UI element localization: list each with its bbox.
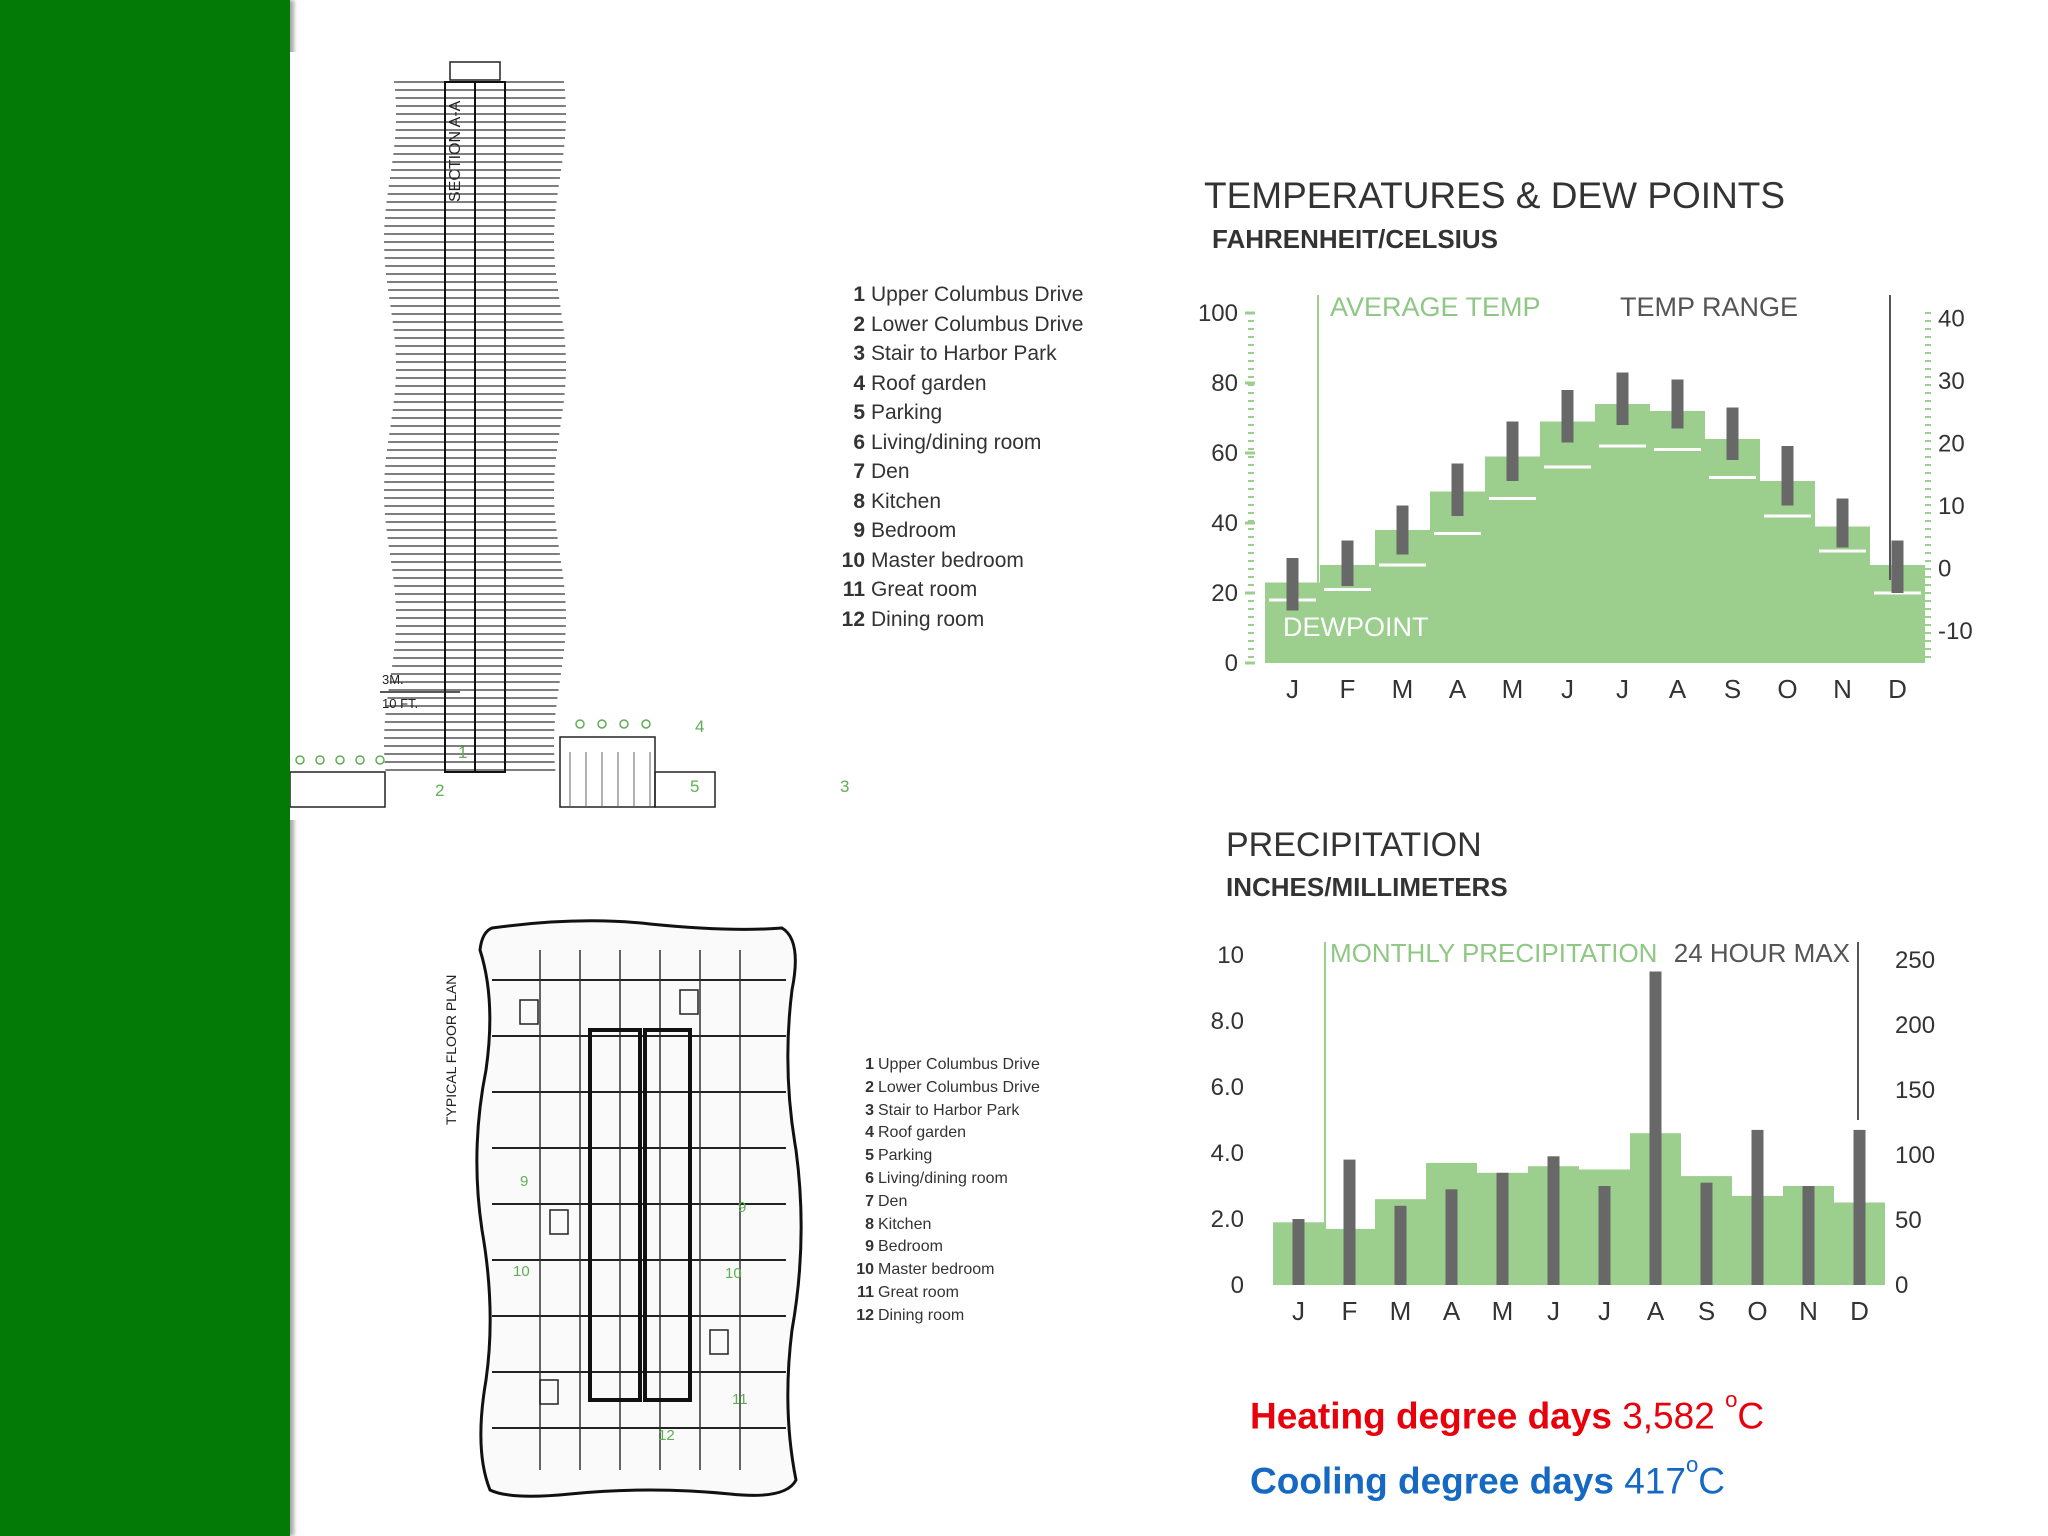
precip-y2-tick-label: 50 bbox=[1895, 1207, 1922, 1234]
room-label-10-left: 10 bbox=[513, 1263, 530, 1280]
plan-legend-item bbox=[852, 1282, 1040, 1305]
plan-legend-number: 6 bbox=[865, 1169, 874, 1187]
podium-parking bbox=[560, 737, 655, 807]
avg-temp-bar bbox=[1540, 422, 1595, 664]
avg-temp-bar bbox=[1705, 439, 1760, 663]
lower-deck bbox=[290, 772, 385, 807]
section-legend-item bbox=[835, 310, 1083, 340]
plan-legend-number: 7 bbox=[865, 1192, 874, 1210]
floor-plan-legend bbox=[852, 1054, 1040, 1328]
cooling-degree-days bbox=[1250, 1441, 1764, 1506]
section-legend-label: Den bbox=[871, 460, 910, 483]
callout-2: 2 bbox=[435, 781, 445, 800]
section-drawing-panel bbox=[290, 52, 880, 820]
temp-chart-title: TEMPERATURES & DEW POINTS bbox=[1204, 175, 1786, 216]
temp-y2-tick-label: 40 bbox=[1938, 305, 1965, 333]
plan-legend-item bbox=[852, 1191, 1040, 1214]
temp-y-tick-label: 60 bbox=[1211, 440, 1238, 467]
podium-stair bbox=[655, 772, 715, 807]
plan-legend-number: 11 bbox=[857, 1283, 874, 1301]
precip-y-tick-label: 4.0 bbox=[1210, 1140, 1244, 1167]
plan-legend-item bbox=[852, 1259, 1040, 1282]
plan-legend-label: Lower Columbus Drive bbox=[878, 1078, 1040, 1096]
building-section-drawing bbox=[290, 52, 880, 820]
section-legend-label: Great room bbox=[871, 578, 978, 601]
temp-x-tick-label: M bbox=[1501, 674, 1524, 704]
plan-legend-item bbox=[852, 1236, 1040, 1259]
heating-label: Heating degree days bbox=[1250, 1395, 1612, 1437]
precip-chart-subtitle: INCHES/MILLIMETERS bbox=[1226, 872, 1508, 902]
plan-legend-item bbox=[852, 1054, 1040, 1077]
max-24h-bar bbox=[1650, 972, 1662, 1286]
plan-legend-number: 12 bbox=[856, 1306, 874, 1324]
temp-x-tick-label: D bbox=[1888, 674, 1907, 704]
temp-y2-tick-label: 0 bbox=[1938, 555, 1952, 583]
section-legend-item bbox=[835, 516, 1083, 546]
precip-x-tick-label: A bbox=[1442, 1296, 1461, 1326]
precip-x-tick-label: N bbox=[1799, 1296, 1818, 1326]
section-legend-label: Stair to Harbor Park bbox=[871, 342, 1057, 365]
avg-temp-bar bbox=[1430, 492, 1485, 664]
section-legend-number: 4 bbox=[853, 371, 865, 395]
degree-days-summary bbox=[1250, 1376, 1764, 1505]
tree-symbol bbox=[316, 756, 324, 764]
max-24h-bar bbox=[1599, 1186, 1611, 1285]
precip-x-tick-label: J bbox=[1598, 1296, 1611, 1326]
section-legend bbox=[835, 280, 1083, 634]
max-24h-bar bbox=[1752, 1130, 1764, 1285]
temp-y-tick-label: 0 bbox=[1224, 650, 1238, 677]
tree-symbol bbox=[296, 756, 304, 764]
section-legend-item bbox=[835, 457, 1083, 487]
room-label-11: 11 bbox=[732, 1391, 748, 1408]
max-24h-bar bbox=[1497, 1173, 1509, 1285]
precip-y2-tick-label: 200 bbox=[1895, 1012, 1936, 1039]
section-legend-number: 6 bbox=[853, 430, 865, 454]
section-legend-item bbox=[835, 487, 1083, 517]
plan-legend-number: 4 bbox=[865, 1124, 874, 1142]
plan-legend-label: Den bbox=[878, 1192, 908, 1210]
cooling-unit: C bbox=[1698, 1460, 1726, 1502]
section-legend-item bbox=[835, 546, 1083, 576]
tree-symbol bbox=[356, 756, 364, 764]
section-legend-number: 3 bbox=[853, 342, 865, 365]
tree-symbol bbox=[576, 720, 584, 728]
temp-range-bar bbox=[1287, 558, 1299, 611]
max-24h-bar bbox=[1701, 1183, 1713, 1285]
plan-legend-item bbox=[852, 1145, 1040, 1168]
temp-x-tick-label: J bbox=[1561, 674, 1574, 704]
section-legend-number: 1 bbox=[853, 283, 865, 306]
temp-range-bar bbox=[1342, 541, 1354, 587]
section-legend-number: 8 bbox=[853, 489, 865, 513]
temp-range-bar bbox=[1397, 506, 1409, 555]
precip-chart-title: PRECIPITATION bbox=[1226, 826, 1482, 864]
temp-x-tick-label: A bbox=[1448, 674, 1467, 704]
callout-1: 1 bbox=[458, 743, 468, 762]
temp-range-bar bbox=[1782, 446, 1794, 506]
temp-x-tick-label: J bbox=[1616, 674, 1629, 704]
callout-5: 5 bbox=[690, 777, 700, 796]
precip-x-tick-label: D bbox=[1850, 1296, 1869, 1326]
precip-y-tick-label: 2.0 bbox=[1210, 1206, 1244, 1233]
temp-y-tick-label: 100 bbox=[1197, 300, 1238, 327]
podium-section bbox=[290, 720, 715, 807]
tree-symbol bbox=[598, 720, 606, 728]
precip-y-tick-label: 10 bbox=[1217, 942, 1244, 969]
cooling-label: Cooling degree days bbox=[1250, 1460, 1614, 1502]
tree-symbol bbox=[642, 720, 650, 728]
plan-legend-label: Parking bbox=[878, 1147, 933, 1165]
max-24h-bar bbox=[1395, 1206, 1407, 1285]
section-legend-label: Roof garden bbox=[871, 371, 987, 395]
green-sidebar bbox=[0, 0, 290, 1536]
section-legend-number: 5 bbox=[853, 401, 865, 424]
section-legend-label: Living/dining room bbox=[871, 430, 1042, 454]
max-24h-bar bbox=[1344, 1160, 1356, 1285]
tower-crown bbox=[450, 62, 500, 80]
temp-x-tick-label: J bbox=[1286, 674, 1299, 704]
section-legend-label: Bedroom bbox=[871, 519, 957, 542]
section-legend-number: 10 bbox=[841, 548, 865, 572]
precip-x-tick-label: O bbox=[1747, 1296, 1768, 1326]
avg-temp-bar bbox=[1595, 404, 1650, 663]
temp-range-bar bbox=[1617, 373, 1629, 426]
plan-legend-number: 3 bbox=[865, 1101, 874, 1119]
plan-legend-item bbox=[852, 1077, 1040, 1100]
temp-range-label: TEMP RANGE bbox=[1619, 292, 1798, 322]
precip-x-tick-label: M bbox=[1389, 1296, 1412, 1326]
temp-y2-tick-label: 30 bbox=[1938, 368, 1965, 395]
temperature-chart bbox=[1190, 160, 1990, 720]
section-legend-item bbox=[835, 605, 1083, 635]
temp-x-tick-label: N bbox=[1833, 674, 1852, 704]
precip-x-tick-label: J bbox=[1547, 1296, 1560, 1326]
plan-legend-number: 2 bbox=[865, 1078, 874, 1096]
plan-legend-number: 1 bbox=[865, 1056, 874, 1073]
max-24h-bar bbox=[1854, 1130, 1866, 1285]
callout-4: 4 bbox=[695, 717, 705, 736]
plan-legend-number: 5 bbox=[865, 1147, 874, 1165]
tree-symbol bbox=[336, 756, 344, 764]
heating-degree-days bbox=[1250, 1376, 1764, 1441]
section-legend-item bbox=[835, 428, 1083, 458]
max-24h-bar bbox=[1803, 1186, 1815, 1285]
precipitation-chart bbox=[1200, 820, 2000, 1340]
section-legend-item bbox=[835, 398, 1083, 428]
temp-y2-tick-label: 10 bbox=[1938, 493, 1965, 520]
temp-y-tick-label: 20 bbox=[1211, 580, 1238, 607]
max-24h-label: 24 HOUR MAX bbox=[1673, 938, 1850, 968]
temp-chart-subtitle: FAHRENHEIT/CELSIUS bbox=[1212, 224, 1499, 254]
temp-average-label: AVERAGE TEMP bbox=[1330, 292, 1541, 322]
temp-range-bar bbox=[1672, 380, 1684, 429]
precip-y2-tick-label: 250 bbox=[1895, 947, 1936, 974]
temp-x-tick-label: M bbox=[1391, 674, 1414, 704]
dewpoint-label: DEWPOINT bbox=[1283, 612, 1429, 642]
section-legend-item bbox=[835, 339, 1083, 369]
room-label-9-right: 9 bbox=[738, 1199, 747, 1216]
temp-range-bar bbox=[1562, 390, 1574, 443]
max-24h-bar bbox=[1293, 1219, 1305, 1285]
max-24h-bar bbox=[1548, 1156, 1560, 1285]
precip-plot-area bbox=[1211, 942, 1935, 1326]
section-legend-item bbox=[835, 575, 1083, 605]
temp-y2-tick-label: -10 bbox=[1938, 618, 1973, 645]
temp-range-bar bbox=[1892, 541, 1904, 594]
plan-legend-label: Upper Columbus Drive bbox=[878, 1056, 1040, 1073]
section-legend-label: Parking bbox=[871, 401, 943, 424]
section-legend-number: 9 bbox=[853, 519, 865, 542]
temp-x-tick-label: A bbox=[1668, 674, 1687, 704]
tree-symbol bbox=[620, 720, 628, 728]
temp-plot-area bbox=[1198, 295, 1973, 704]
section-legend-number: 12 bbox=[841, 607, 865, 631]
temp-x-tick-label: S bbox=[1723, 674, 1742, 704]
heating-value: 3,582 bbox=[1622, 1395, 1726, 1437]
section-legend-number: 11 bbox=[842, 578, 865, 601]
precip-y-tick-label: 0 bbox=[1230, 1272, 1244, 1299]
temp-range-bar bbox=[1507, 422, 1519, 482]
section-title: SECTION A-A bbox=[447, 100, 464, 202]
section-legend-label: Kitchen bbox=[871, 489, 942, 513]
plan-legend-item bbox=[852, 1100, 1040, 1123]
tower-section bbox=[384, 62, 566, 772]
plan-legend-label: Bedroom bbox=[878, 1238, 943, 1256]
precip-y2-tick-label: 150 bbox=[1895, 1077, 1936, 1104]
room-label-10-right: 10 bbox=[725, 1265, 742, 1282]
plan-legend-item bbox=[852, 1214, 1040, 1237]
avg-temp-bar bbox=[1485, 457, 1540, 664]
section-legend-number: 7 bbox=[853, 460, 865, 483]
section-legend-label: Master bedroom bbox=[871, 548, 1024, 572]
plan-legend-label: Roof garden bbox=[878, 1124, 967, 1142]
scale-label-m: 3M. bbox=[382, 672, 404, 687]
temp-y-tick-label: 80 bbox=[1211, 370, 1238, 397]
precip-y-tick-label: 6.0 bbox=[1210, 1074, 1244, 1101]
temp-y-tick-label: 40 bbox=[1211, 510, 1238, 537]
temp-x-tick-label: F bbox=[1339, 674, 1356, 704]
temp-y2-tick-label: 20 bbox=[1938, 430, 1965, 458]
section-legend-label: Lower Columbus Drive bbox=[871, 312, 1084, 336]
plan-legend-label: Great room bbox=[878, 1283, 959, 1301]
heating-unit: C bbox=[1737, 1395, 1765, 1437]
precip-x-tick-label: J bbox=[1292, 1296, 1305, 1326]
room-label-9-left: 9 bbox=[520, 1173, 529, 1190]
temp-x-tick-label: O bbox=[1777, 674, 1798, 704]
scale-label-ft: 10 FT. bbox=[382, 696, 419, 711]
plan-legend-label: Master bedroom bbox=[878, 1261, 995, 1279]
section-legend-item bbox=[835, 369, 1083, 399]
room-label-12: 12 bbox=[658, 1427, 675, 1444]
temp-range-bar bbox=[1837, 499, 1849, 548]
avg-temp-bar bbox=[1760, 481, 1815, 663]
precip-x-tick-label: F bbox=[1341, 1296, 1358, 1326]
plan-legend-label: Stair to Harbor Park bbox=[878, 1101, 1020, 1119]
plan-legend-label: Kitchen bbox=[878, 1215, 932, 1233]
precip-x-tick-label: M bbox=[1491, 1296, 1514, 1326]
section-legend-item bbox=[835, 280, 1083, 310]
precip-x-tick-label: A bbox=[1646, 1296, 1665, 1326]
max-24h-bar bbox=[1446, 1189, 1458, 1285]
precip-x-tick-label: S bbox=[1697, 1296, 1716, 1326]
section-legend-label: Dining room bbox=[871, 607, 985, 631]
plan-legend-number: 8 bbox=[865, 1215, 874, 1233]
precip-y2-tick-label: 0 bbox=[1895, 1272, 1909, 1299]
floor-plan-title: TYPICAL FLOOR PLAN bbox=[443, 974, 459, 1125]
temp-range-bar bbox=[1727, 408, 1739, 461]
heating-degree-sup: o bbox=[1725, 1387, 1738, 1412]
plan-legend-item bbox=[852, 1305, 1040, 1328]
plan-legend-label: Dining room bbox=[878, 1306, 965, 1324]
monthly-precip-label: MONTHLY PRECIPITATION bbox=[1330, 938, 1658, 968]
precip-y-tick-label: 8.0 bbox=[1210, 1008, 1244, 1035]
plan-legend-number: 10 bbox=[856, 1261, 874, 1279]
typical-floor-plan-drawing bbox=[430, 910, 810, 1510]
cooling-degree-sup: o bbox=[1685, 1451, 1699, 1477]
callout-3: 3 bbox=[840, 777, 850, 796]
plan-legend-item bbox=[852, 1168, 1040, 1191]
temp-range-bar bbox=[1452, 464, 1464, 517]
plan-legend-number: 9 bbox=[865, 1238, 874, 1256]
section-legend-label: Upper Columbus Drive bbox=[871, 283, 1084, 306]
plan-legend-label: Living/dining room bbox=[878, 1169, 1008, 1187]
cooling-value: 417 bbox=[1624, 1460, 1686, 1502]
precip-y2-tick-label: 100 bbox=[1895, 1142, 1936, 1169]
tree-symbol bbox=[376, 756, 384, 764]
plan-legend-item bbox=[852, 1122, 1040, 1145]
section-legend-number: 2 bbox=[853, 312, 865, 336]
